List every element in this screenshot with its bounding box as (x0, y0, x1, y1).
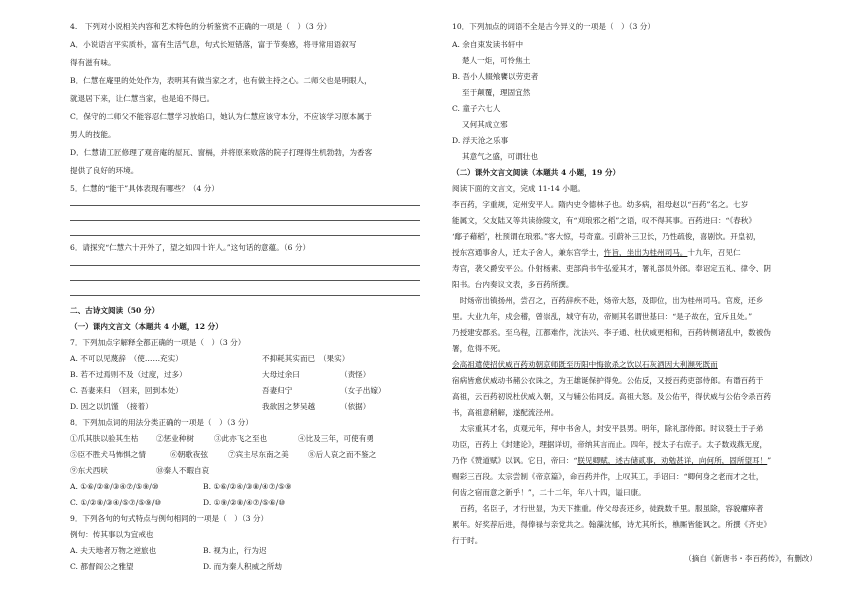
passage-line: 高祖，云百药初说杜伏威入朝，又与辅公佑同反。高祖大怒。及公佑平，得伏威与公佑令杀百药 (452, 392, 771, 401)
answer-line (70, 280, 420, 281)
passage-line: 百药，名臣子，才行世显，为天下推重。侍父母丧还乡，徒跣数千里。服虽除，容貌癯瘁者 (452, 504, 764, 513)
q7-option-d (70, 402, 370, 412)
option-text: A. 夫天地者万物之逆旅也 (70, 546, 157, 555)
item-text: ②惩业种树 (156, 434, 194, 443)
passage-line: 寿宫，袭父爵安平公。仆射杨素、吏部尚书牛弘爱其才，署礼部员外郎。奉诏定五礼、律令、阴 (452, 264, 771, 273)
q4-option-a-cont: 得有滋有味。 (70, 58, 116, 67)
answer-line (70, 235, 420, 236)
option-text: （女子出嫁） (340, 386, 386, 395)
item-text: ⑦宾主尽东南之美 (228, 450, 289, 459)
q9-options-cd (70, 562, 282, 572)
q9-options-ab (70, 546, 267, 556)
item-text: ⑥朝歌夜弦 (170, 450, 208, 459)
q10-option-c-cont: 又何其成立邪 (462, 120, 508, 129)
q4-stem: 4. 下列对小说相关内容和艺术特色的分析鉴赏不正确的一项是（ ）（3 分） (70, 22, 332, 31)
q10-option-a: A. 余自束发读书轩中 (452, 40, 524, 49)
option-text: （责怪） (340, 370, 371, 379)
option-text: 吾妻归宁 (262, 386, 293, 395)
q8-options-ab (70, 482, 292, 492)
q7-option-b (70, 370, 370, 380)
option-text: 大母过余曰 (262, 370, 300, 379)
passage-text: 乃作《赞道赋》以讽。它日，帝曰：“ (452, 456, 578, 465)
closing-quote: ” (767, 456, 772, 465)
q7-option-a (70, 354, 349, 364)
passage-line: 书，高祖意稍解，遂配流泾州。 (452, 408, 559, 417)
q8-items-row-3 (70, 466, 209, 476)
underlined-sentence: 朕见卿赋，述古储贰事，劝勉甚详，向何所，固所望耳！ (577, 456, 768, 465)
option-text: C. ①/②⑧/③④/⑤⑦/⑤⑨/⑩ (70, 498, 162, 507)
option-text: D. 因之以饥馑 （接着） (70, 402, 153, 411)
passage-text: 授东宫通事舍人，迁太子舍人，兼东宫学士， (452, 248, 604, 257)
q7-option-c (70, 386, 386, 396)
q10-option-b-cont: 至于颠覆，理固宜然 (462, 88, 531, 97)
passage-line: 署，危得不死。 (452, 344, 506, 353)
option-text: C. 都督阎公之雅望 (70, 562, 134, 571)
subsection-heading: （二）课外文言文阅读（本题共 4 小题，19 分） (452, 168, 621, 177)
q10-option-c: C. 童子六七人 (452, 104, 501, 113)
passage-line: 乃授建安郡丞。至乌程，江都难作，沈法兴、李子通、杜伏威更相和，百药转侧诸乱中，数被伪 (452, 328, 771, 337)
passage-line: 里。大业九年，戍会稽，曾崇乱，城守有功，帝厕其名谓世基曰：“是子故在，宜斥且处。” (452, 312, 753, 321)
section-heading: 二、古诗文阅读（50 分） (70, 306, 160, 315)
passage-line: 累年。好奖荐后进，得俸禄与亲党共之。翰藻沈郁，诗尤其所长，樵厮皆能讽之。所撰《齐史》 (452, 520, 771, 529)
q5-stem: 5．仁慧的“能干”具体表现有哪些？（4 分） (70, 184, 219, 193)
answer-line (70, 295, 420, 296)
q6-stem: 6．请探究“仁慧六十开外了，望之如四十许人。”这句话的意蕴。（6 分） (70, 243, 311, 252)
subsection-heading: （一）课内文言文（本题共 4 小题，12 分） (70, 322, 223, 331)
q8-options-cd (70, 498, 285, 508)
q4-option-c: C．保守的二师父不能容忍仁慧学习放焰口，她认为仁慧应该守本分，不应该学习原本属于 (70, 112, 372, 121)
option-text: 不抑耗其实而已 （果实） (262, 354, 350, 363)
option-text: C. 吾妻来归 （回来，回到本处） (70, 386, 183, 395)
option-text: D. ①⑨/②⑧/④⑦/⑤⑥/⑩ (203, 498, 286, 507)
q10-stem: 10．下列加点的词语不全是古今异义的一项是（ ）（3 分） (452, 22, 655, 31)
q10-option-d-cont: 其意气之盛，可谓壮也 (462, 152, 538, 161)
q8-items-row-2 (70, 450, 376, 460)
q10-option-d: D. 浮天沧之乐事 (452, 136, 509, 145)
q4-option-b: B．仁慧在庵里的处处作为，表明其有做当家之才，也有做主持之心。二师父也是明眼人， (70, 76, 372, 85)
underlined-sentence: 会高祖遣使招伏威百药劝朝京师既至历阳中悔欲杀之饮以石灰酒因大利濒死既而 (452, 360, 718, 369)
passage-line: 太宗重其才名，贞观元年，拜中书舍人，封安平县男。明年，除礼部侍郎。时议裂土于子弟 (452, 424, 764, 433)
option-text: A. ①⑥/②⑧/③④⑦/⑤⑨/⑩ (70, 482, 159, 491)
q10-option-b: B. 吾小人辍飧饔以劳吏者 (452, 72, 539, 81)
q7-stem: 7．下列加点字解释全都正确的一项是（ ）（3 分） (70, 338, 246, 347)
answer-line (70, 205, 420, 206)
option-text: A. 不可以见蔑辞 （使……充实） (70, 354, 183, 363)
q8-items-row-1 (70, 434, 374, 444)
passage-line: ‘鄅子藉稻’，杜预谓在琅邪。”客大惊，号奇童。引蔚补三卫长，乃性疏俊，喜剧饮。开皇初， (452, 232, 761, 241)
item-text: ⑨东犬西吠 (70, 466, 108, 475)
q8-stem: 8．下列加点词的用法分类正确的一项是（ ）（3 分） (70, 418, 253, 427)
q10-option-a-cont: 楚人一炬，可怜焦土 (462, 56, 531, 65)
passage-line: 宿病皆愈伏威动书赭公衣诛之，为王雄诞保护得免。公佑反，又授百药吏部侍郎。有谮百药于 (452, 376, 764, 385)
option-text: B. 视为止，行为迟 (203, 546, 267, 555)
q4-option-d: D．仁慧请工匠修理了观音庵的屋瓦、窗槅，并将原来败落的院子打理得生机勃勃，为香客 (70, 148, 373, 157)
passage-line: 阅读下面的文言文，完成 11-14 小题。 (452, 184, 586, 193)
item-text: ⑧后人哀之而不鉴之 (308, 450, 377, 459)
underlined-sentence: 忤旨，坐出为桂州司马。 (603, 248, 688, 257)
passage-line: 行于时。 (452, 536, 483, 545)
passage-line: 能属文，父友陆又等共读徐陵文，有“刈琅邪之稻”之语，叹不得其事。百药进曰：“《春秋》 (452, 216, 756, 225)
passage-line: 赐彩三百段。太宗尝制《帝京篇》，命百药并作，上叹其工，手诏曰：“卿何身之老而才之壮， (452, 472, 764, 481)
passage-line: 李百药，字重规，定州安平人。隋内史令德林子也。幼多病，祖母赵以“百药”名之。七岁 (452, 200, 749, 209)
q4-option-b-cont: 就退居下来，让仁慧当家，也是追不得已。 (70, 94, 215, 103)
option-text: D. 而为秦人积威之所劫 (203, 562, 282, 571)
answer-line (70, 220, 420, 221)
option-text: B. 若不过焉则不及（过度，过多） (70, 370, 187, 379)
item-text: ⑤臣不胜犬马怖惧之情 (70, 450, 146, 459)
q4-option-c-cont: 男人的技能。 (70, 130, 116, 139)
item-text: ⑩秦人不暇自哀 (156, 466, 210, 475)
q4-option-d-cont: 提供了良好的环境。 (70, 166, 139, 175)
source-citation: （摘自《新唐书・李百药传》，有删改） (684, 554, 817, 563)
passage-line (452, 456, 771, 466)
answer-line (70, 265, 420, 266)
passage-text: 十九年，召见仁 (687, 248, 741, 257)
passage-line: 时炀帝出镇扬州，尝召之，百药辞疾不赴，炀帝大怒，及即位，出为桂州司马。官废，还乡 (452, 296, 764, 305)
q9-example: 例句：传其事以为宜戒也 (70, 530, 154, 539)
option-text: B. ①⑥/②④/③⑧/④⑦/⑤⑨ (203, 482, 292, 491)
item-text: ③此亦飞之至也 (214, 434, 268, 443)
option-text: （依据） (340, 402, 371, 411)
item-text: ①爪其肤以验其生枯 (70, 434, 139, 443)
option-text: 我欲因之梦吴越 (262, 402, 316, 411)
q9-stem: 9．下列各句的句式特点与例句相同的一项是（ ）（3 分） (70, 514, 269, 523)
item-text: ④比及三年，可使有勇 (298, 434, 374, 443)
passage-line (452, 248, 741, 258)
passage-line: 何齿之宿而意之新乎！”，二十二年，年八十四，谥曰康。 (452, 488, 646, 497)
q4-option-a: A．小说语言平实质朴，富有生活气息，句式长短错落，富于节奏感，将寻常用语叙写 (70, 40, 357, 49)
passage-line: 功臣，百药上《封建论》，理据详切，帝纳其言而止。四年，授太子右庶子。太子数戏燕无度， (452, 440, 768, 449)
passage-line: 阳书。台内奏议文表，多百药所撰。 (452, 280, 574, 289)
